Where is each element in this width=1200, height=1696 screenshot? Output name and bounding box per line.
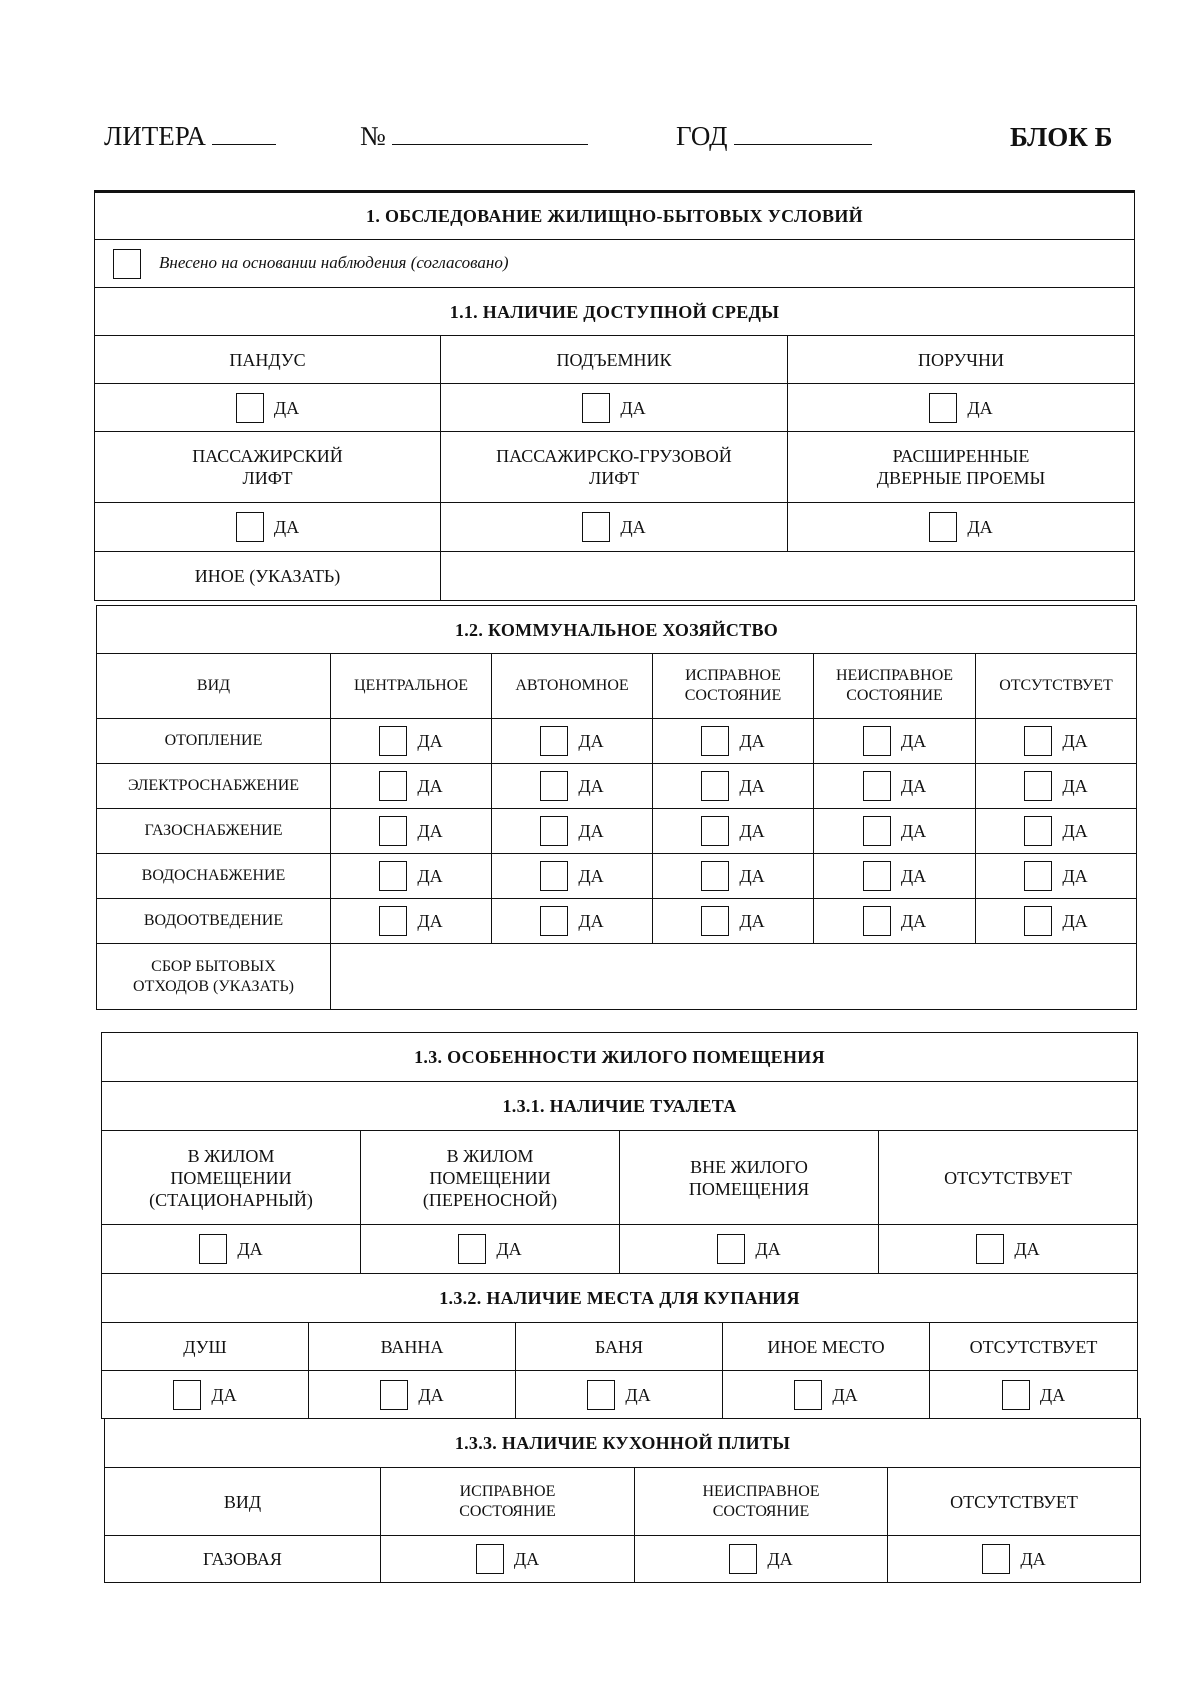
yes-label: ДА	[625, 1384, 651, 1405]
stove-0-2	[635, 1536, 888, 1583]
access-label-row2-2: РАСШИРЕННЫЕ ДВЕРНЫЕ ПРОЕМЫ	[788, 432, 1135, 503]
toilet-col-3: ОТСУТСТВУЕТ	[879, 1131, 1138, 1225]
stove-col-3: ОТСУТСТВУЕТ	[888, 1468, 1141, 1536]
utility-4-1	[331, 899, 492, 944]
bathing-yes-3	[723, 1371, 930, 1419]
access-yes-row2-2-checkbox[interactable]	[929, 512, 957, 542]
stove-table	[104, 1418, 1141, 1583]
section-1-2-table	[96, 605, 1137, 1010]
yes-label: ДА	[832, 1384, 858, 1405]
utilities-row	[97, 719, 1137, 764]
utilities-row	[97, 899, 1137, 944]
utility-1-3	[653, 764, 814, 809]
bathing-col-0: ДУШ	[102, 1323, 309, 1371]
access-yes-row2-0	[95, 503, 441, 552]
utility-2-3-checkbox[interactable]	[701, 816, 729, 846]
section-1-3-1-title: 1.3.1. НАЛИЧИЕ ТУАЛЕТА	[102, 1082, 1138, 1131]
bathing-col-3: ИНОЕ МЕСТО	[723, 1323, 930, 1371]
utility-2-2	[492, 809, 653, 854]
yes-label: ДА	[496, 1239, 522, 1259]
access-label-row1-2: ПОРУЧНИ	[788, 336, 1135, 384]
toilet-col-0: В ЖИЛОМ ПОМЕЩЕНИИ (СТАЦИОНАРНЫЙ)	[102, 1131, 361, 1225]
bathing-yes-1	[309, 1371, 516, 1419]
utility-1-5-checkbox[interactable]	[1024, 771, 1052, 801]
yes-label: ДА	[237, 1239, 263, 1259]
utility-1-4-checkbox[interactable]	[863, 771, 891, 801]
other-input[interactable]	[441, 552, 1135, 601]
utility-name: ВОДООТВЕДЕНИЕ	[97, 899, 331, 944]
utility-0-2	[492, 719, 653, 764]
utility-1-2-checkbox[interactable]	[540, 771, 568, 801]
utilities-col-1: ЦЕНТРАЛЬНОЕ	[331, 654, 492, 719]
section-1-3-3-title: 1.3.3. НАЛИЧИЕ КУХОННОЙ ПЛИТЫ	[105, 1419, 1141, 1468]
utilities-col-0: ВИД	[97, 654, 331, 719]
yes-label: ДА	[967, 397, 993, 418]
stove-type: ГАЗОВАЯ	[105, 1536, 381, 1583]
litera-field	[104, 120, 276, 152]
bathing-yes-2	[516, 1371, 723, 1419]
year-label: ГОД	[676, 121, 728, 151]
yes-label: ДА	[578, 731, 604, 751]
yes-label: ДА	[578, 776, 604, 796]
utility-1-1-checkbox[interactable]	[379, 771, 407, 801]
yes-label: ДА	[1014, 1239, 1040, 1259]
utility-3-5	[976, 854, 1137, 899]
access-yes-row1-2	[788, 384, 1135, 432]
yes-label: ДА	[620, 517, 646, 537]
utilities-col-5: ОТСУТСТВУЕТ	[976, 654, 1137, 719]
utility-name: ЭЛЕКТРОСНАБЖЕНИЕ	[97, 764, 331, 809]
utility-4-4-checkbox[interactable]	[863, 906, 891, 936]
yes-label: ДА	[739, 866, 765, 886]
block-label: БЛОК Б	[1010, 122, 1113, 152]
toilet-col-2: ВНЕ ЖИЛОГО ПОМЕЩЕНИЯ	[620, 1131, 879, 1225]
utility-1-4	[814, 764, 976, 809]
toilet-yes-2-checkbox[interactable]	[717, 1234, 745, 1264]
stove-0-3	[888, 1536, 1141, 1583]
access-yes-row1-1-checkbox[interactable]	[582, 393, 610, 423]
yes-label: ДА	[739, 911, 765, 931]
access-yes-row1-0	[95, 384, 441, 432]
stove-col-1: ИСПРАВНОЕ СОСТОЯНИЕ	[381, 1468, 635, 1536]
utility-4-5-checkbox[interactable]	[1024, 906, 1052, 936]
access-yes-row2-0-checkbox[interactable]	[236, 512, 264, 542]
toilet-yes-0-checkbox[interactable]	[199, 1234, 227, 1264]
utility-1-3-checkbox[interactable]	[701, 771, 729, 801]
utility-2-1-checkbox[interactable]	[379, 816, 407, 846]
bathing-yes-0-checkbox[interactable]	[173, 1380, 201, 1410]
section-1-3-table	[101, 1032, 1138, 1274]
stove-0-1-checkbox[interactable]	[476, 1544, 504, 1574]
utility-2-4	[814, 809, 976, 854]
yes-label: ДА	[900, 776, 927, 796]
access-yes-row1-0-checkbox[interactable]	[236, 393, 264, 423]
yes-label: ДА	[767, 1549, 793, 1569]
yes-label: ДА	[417, 866, 443, 886]
stove-row	[105, 1536, 1141, 1583]
access-yes-row1-1	[441, 384, 788, 432]
utility-name: ОТОПЛЕНИЕ	[97, 719, 331, 764]
stove-col-2: НЕИСПРАВНОЕ СОСТОЯНИЕ	[635, 1468, 888, 1536]
utility-3-5-checkbox[interactable]	[1024, 861, 1052, 891]
yes-label: ДА	[755, 1239, 781, 1259]
toilet-yes-2	[620, 1225, 879, 1274]
yes-label: ДА	[739, 821, 765, 841]
toilet-col-1: В ЖИЛОМ ПОМЕЩЕНИИ (ПЕРЕНОСНОЙ)	[361, 1131, 620, 1225]
utilities-col-3: ИСПРАВНОЕ СОСТОЯНИЕ	[653, 654, 814, 719]
yes-label: ДА	[513, 1549, 540, 1569]
yes-label: ДА	[620, 397, 646, 418]
utility-0-3	[653, 719, 814, 764]
toilet-yes-0	[102, 1225, 361, 1274]
yes-label: ДА	[967, 517, 993, 537]
utility-0-1-checkbox[interactable]	[379, 726, 407, 756]
section-1-table	[94, 190, 1135, 601]
utility-0-2-checkbox[interactable]	[540, 726, 568, 756]
utility-1-1	[331, 764, 492, 809]
number-input[interactable]	[392, 120, 588, 145]
yes-label: ДА	[900, 731, 927, 751]
section-1-3-title: 1.3. ОСОБЕННОСТИ ЖИЛОГО ПОМЕЩЕНИЯ	[102, 1033, 1138, 1082]
utility-2-2-checkbox[interactable]	[540, 816, 568, 846]
observation-row	[95, 240, 1135, 288]
utility-3-4	[814, 854, 976, 899]
utility-2-5	[976, 809, 1137, 854]
utility-4-1-checkbox[interactable]	[379, 906, 407, 936]
bathing-yes-0	[102, 1371, 309, 1419]
utility-2-1	[331, 809, 492, 854]
yes-label: ДА	[900, 866, 927, 886]
litera-label: ЛИТЕРА	[104, 121, 206, 151]
bathing-col-2: БАНЯ	[516, 1323, 723, 1371]
utility-name: ВОДОСНАБЖЕНИЕ	[97, 854, 331, 899]
access-label-row1-0: ПАНДУС	[95, 336, 441, 384]
observation-note: Внесено на основании наблюдения (согласовано)	[159, 252, 509, 272]
utility-3-1-checkbox[interactable]	[379, 861, 407, 891]
waste-label: СБОР БЫТОВЫХ ОТХОДОВ (УКАЗАТЬ)	[97, 944, 331, 1010]
yes-label: ДА	[417, 776, 443, 796]
utility-4-3-checkbox[interactable]	[701, 906, 729, 936]
access-yes-row1-2-checkbox[interactable]	[929, 393, 957, 423]
utility-0-3-checkbox[interactable]	[701, 726, 729, 756]
access-label-row2-1: ПАССАЖИРСКО-ГРУЗОВОЙ ЛИФТ	[441, 432, 788, 503]
toilet-yes-1-checkbox[interactable]	[458, 1234, 486, 1264]
utility-4-2	[492, 899, 653, 944]
stove-0-3-checkbox[interactable]	[982, 1544, 1010, 1574]
section-1-2-title: 1.2. КОММУНАЛЬНОЕ ХОЗЯЙСТВО	[97, 606, 1137, 654]
utility-3-3-checkbox[interactable]	[701, 861, 729, 891]
utility-4-3	[653, 899, 814, 944]
yes-label: ДА	[273, 397, 300, 418]
stove-0-2-checkbox[interactable]	[729, 1544, 757, 1574]
access-yes-row2-2	[788, 503, 1135, 552]
bathing-col-1: ВАННА	[309, 1323, 516, 1371]
toilet-yes-1	[361, 1225, 620, 1274]
yes-label: ДА	[900, 911, 927, 931]
utility-4-5	[976, 899, 1137, 944]
litera-input[interactable]	[212, 120, 276, 145]
stove-col-0: ВИД	[105, 1468, 381, 1536]
waste-input[interactable]	[331, 944, 1137, 1010]
utility-3-3	[653, 854, 814, 899]
yes-label: ДА	[1062, 731, 1088, 751]
yes-label: ДА	[1062, 911, 1088, 931]
utilities-row	[97, 809, 1137, 854]
utility-1-2	[492, 764, 653, 809]
bathing-col-4: ОТСУТСТВУЕТ	[930, 1323, 1138, 1371]
access-label-row1-1: ПОДЪЕМНИК	[441, 336, 788, 384]
utility-3-4-checkbox[interactable]	[863, 861, 891, 891]
utilities-col-2: АВТОНОМНОЕ	[492, 654, 653, 719]
utility-4-4	[814, 899, 976, 944]
yes-label: ДА	[1062, 776, 1088, 796]
section-1-title: 1. ОБСЛЕДОВАНИЕ ЖИЛИЩНО-БЫТОВЫХ УСЛОВИЙ	[95, 192, 1135, 240]
yes-label: ДА	[578, 821, 604, 841]
access-label-row2-0: ПАССАЖИРСКИЙ ЛИФТ	[95, 432, 441, 503]
access-yes-row2-1	[441, 503, 788, 552]
yes-label: ДА	[1062, 866, 1088, 886]
bathing-table	[101, 1273, 1138, 1419]
access-yes-row2-1-checkbox[interactable]	[582, 512, 610, 542]
number-field	[360, 120, 588, 152]
other-label: ИНОЕ (УКАЗАТЬ)	[95, 552, 441, 601]
utility-0-4	[814, 719, 976, 764]
bathing-yes-4-checkbox[interactable]	[1002, 1380, 1030, 1410]
utility-0-5	[976, 719, 1137, 764]
stove-0-1	[381, 1536, 635, 1583]
yes-label: ДА	[418, 1384, 444, 1405]
utility-2-4-checkbox[interactable]	[863, 816, 891, 846]
utility-3-2-checkbox[interactable]	[540, 861, 568, 891]
utility-3-1	[331, 854, 492, 899]
yes-label: ДА	[211, 1384, 237, 1405]
utility-3-2	[492, 854, 653, 899]
utility-0-4-checkbox[interactable]	[863, 726, 891, 756]
yes-label: ДА	[739, 776, 765, 796]
toilet-yes-3-checkbox[interactable]	[976, 1234, 1004, 1264]
yes-label: ДА	[900, 821, 927, 841]
yes-label: ДА	[578, 911, 604, 931]
section-1-1-title: 1.1. НАЛИЧИЕ ДОСТУПНОЙ СРЕДЫ	[95, 288, 1135, 336]
yes-label: ДА	[273, 517, 300, 537]
utility-0-1	[331, 719, 492, 764]
utilities-col-4: НЕИСПРАВНОЕ СОСТОЯНИЕ	[814, 654, 976, 719]
utilities-row	[97, 854, 1137, 899]
utility-4-2-checkbox[interactable]	[540, 906, 568, 936]
number-label: №	[360, 121, 386, 151]
yes-label: ДА	[417, 911, 443, 931]
yes-label: ДА	[1062, 821, 1088, 841]
utility-2-3	[653, 809, 814, 854]
utility-name: ГАЗОСНАБЖЕНИЕ	[97, 809, 331, 854]
yes-label: ДА	[1039, 1384, 1066, 1405]
utility-1-5	[976, 764, 1137, 809]
yes-label: ДА	[1020, 1549, 1046, 1569]
year-field	[676, 120, 872, 152]
section-1-3-2-title: 1.3.2. НАЛИЧИЕ МЕСТА ДЛЯ КУПАНИЯ	[102, 1274, 1138, 1323]
utilities-row	[97, 764, 1137, 809]
bathing-yes-4	[930, 1371, 1138, 1419]
utility-0-5-checkbox[interactable]	[1024, 726, 1052, 756]
bathing-yes-1-checkbox[interactable]	[380, 1380, 408, 1410]
yes-label: ДА	[578, 866, 604, 886]
toilet-yes-3	[879, 1225, 1138, 1274]
bathing-yes-3-checkbox[interactable]	[794, 1380, 822, 1410]
observation-checkbox[interactable]	[113, 249, 141, 279]
yes-label: ДА	[417, 821, 443, 841]
bathing-yes-2-checkbox[interactable]	[587, 1380, 615, 1410]
yes-label: ДА	[417, 731, 443, 751]
utility-2-5-checkbox[interactable]	[1024, 816, 1052, 846]
year-input[interactable]	[734, 120, 872, 145]
yes-label: ДА	[739, 731, 765, 751]
